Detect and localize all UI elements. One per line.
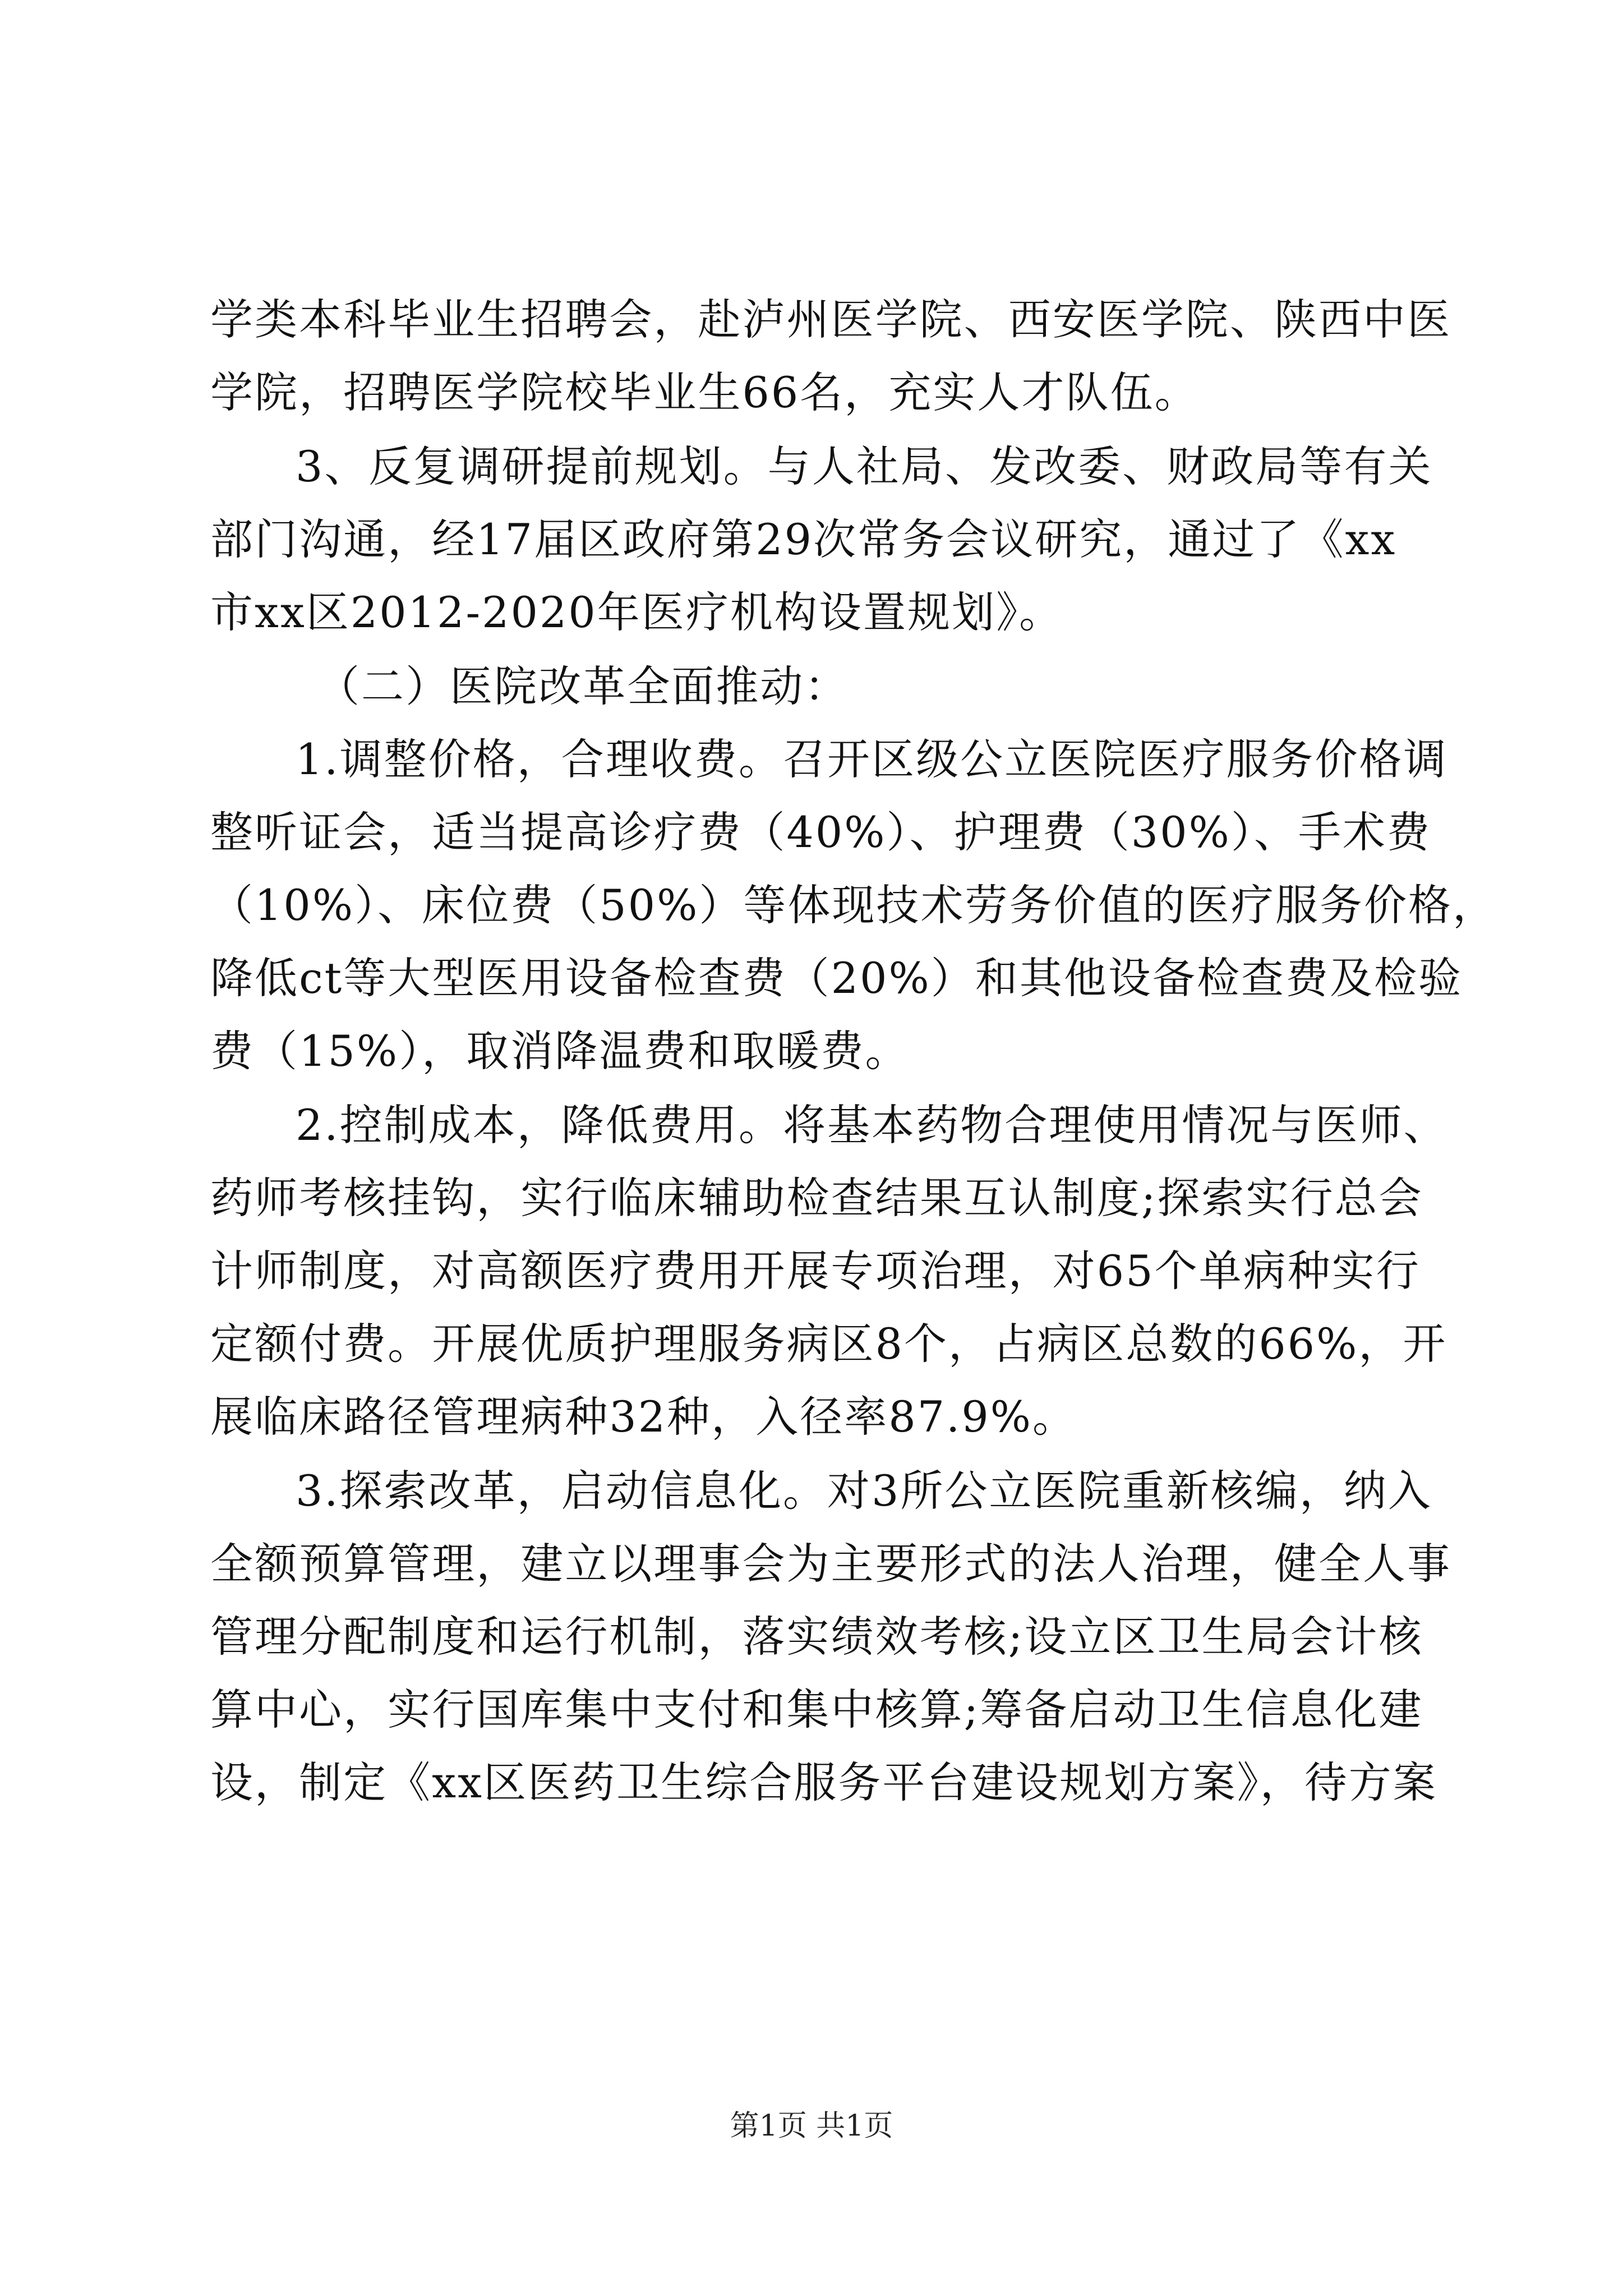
text-line: 管理分配制度和运行机制，落实绩效考核;设立区卫生局会计核 [210, 1612, 1423, 1662]
paragraph-heading-line: 2.控制成本，降低费用。将基本药物合理使用情况与医师、 [296, 1100, 1448, 1150]
text-line: 降低ct等大型医用设备检查费（20%）和其他设备检查费及检验 [210, 953, 1463, 1003]
text-line: 市xx区2012-2020年医疗机构设置规划》。 [210, 587, 1064, 637]
page-footer: 第1页 共1页 [730, 2109, 893, 2143]
text-line: （10%）、床位费（50%）等体现技术劳务价值的医疗服务价格， [210, 880, 1497, 930]
text-line: 定额付费。开展优质护理服务病区8个，占病区总数的66%，开 [210, 1319, 1447, 1369]
text-line: 费（15%），取消降温费和取暖费。 [210, 1026, 910, 1076]
text-line: 药师考核挂钩，实行临床辅助检查结果互认制度;探索实行总会 [210, 1173, 1423, 1223]
text-line: 全额预算管理，建立以理事会为主要形式的法人治理，健全人事 [210, 1539, 1452, 1589]
text-line: 算中心，实行国库集中支付和集中核算;筹备启动卫生信息化建 [210, 1685, 1423, 1734]
text-line: 部门沟通，经17届区政府第29次常务会议研究，通过了《xx [210, 514, 1397, 564]
paragraph-heading-line: 1.调整价格，合理收费。召开区级公立医院医疗服务价格调 [296, 734, 1448, 784]
paragraph-heading-line: 3、反复调研提前规划。与人社局、发改委、财政局等有关 [296, 441, 1433, 491]
paragraph-heading-line: 3.探索改革，启动信息化。对3所公立医院重新核编，纳入 [296, 1466, 1432, 1516]
text-line: 整听证会，适当提高诊疗费（40%）、护理费（30%）、手术费 [210, 807, 1432, 857]
text-line: 学类本科毕业生招聘会，赴泸州医学院、西安医学院、陕西中医 [210, 295, 1452, 344]
text-line: 设，制定《xx区医药卫生综合服务平台建设规划方案》，待方案 [210, 1757, 1437, 1807]
text-line: 计师制度，对高额医疗费用开展专项治理，对65个单病种实行 [210, 1246, 1421, 1296]
text-line: 展临床路径管理病种32种，入径率87.9%。 [210, 1392, 1077, 1442]
text-line: 学院，招聘医学院校毕业生66名，充实人才队伍。 [210, 367, 1199, 417]
section-heading: （二）医院改革全面推动： [317, 661, 849, 711]
